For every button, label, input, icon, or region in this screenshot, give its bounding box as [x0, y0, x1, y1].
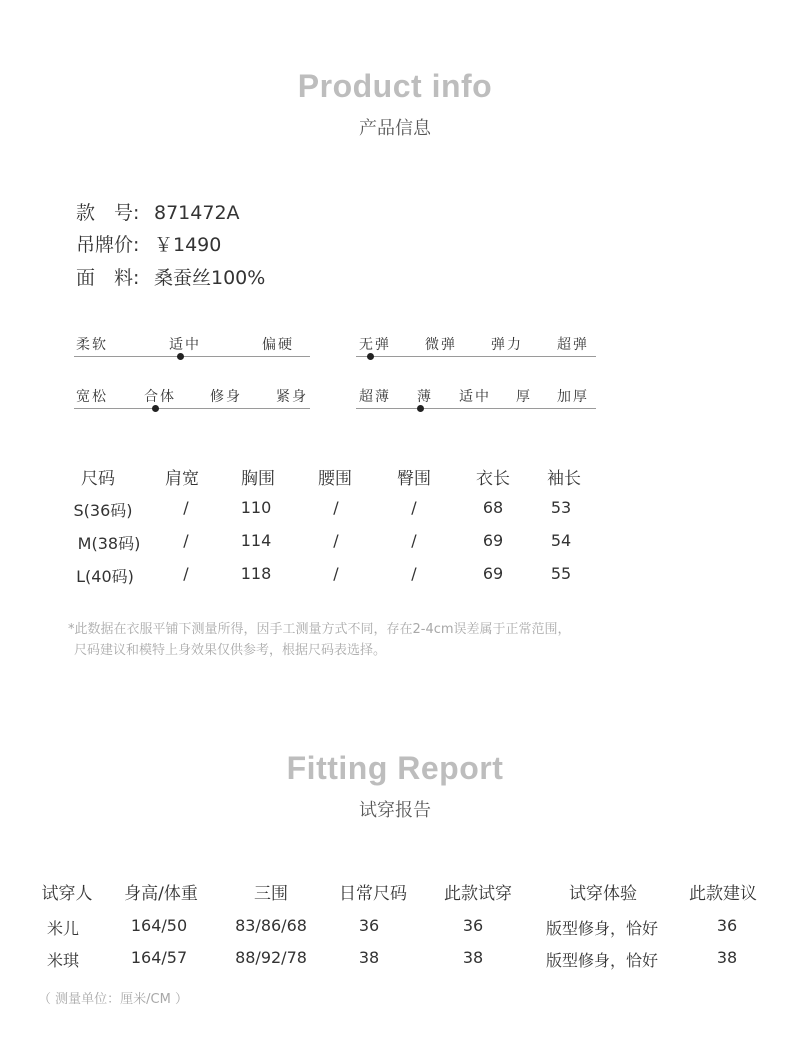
table-cell: / — [183, 498, 189, 517]
elasticity-scale — [356, 334, 596, 364]
elasticity-indicator-dot — [367, 353, 374, 360]
fit-header-usual-size: 日常尺码 — [339, 884, 407, 904]
softness-label-1: 适中 — [169, 337, 201, 353]
table-cell: / — [411, 564, 417, 583]
size-header-sleeve: 袖长 — [547, 469, 581, 489]
softness-scale-line — [74, 356, 310, 357]
table-cell: 164/57 — [130, 948, 188, 967]
measurement-unit-note: （ 测量单位：厘米/CM ） — [38, 992, 188, 1007]
size-header-chest: 胸围 — [241, 469, 275, 489]
material-label: 面 料: — [76, 267, 140, 289]
table-cell: 53 — [550, 498, 572, 517]
table-row: 米琪 — [46, 951, 80, 970]
fit-scale-line — [74, 408, 310, 409]
table-cell: 54 — [550, 531, 572, 550]
measurement-note-line1: *此数据在衣服平铺下测量所得，因手工测量方式不同，存在2-4cm误差属于正常范围， — [68, 622, 571, 637]
fit-header-height-weight: 身高/体重 — [124, 884, 198, 904]
style-number-line — [76, 198, 240, 225]
table-cell: 36 — [462, 916, 484, 935]
table-row: S(36码) — [73, 501, 133, 520]
material-line — [76, 263, 265, 290]
table-cell: / — [183, 531, 189, 550]
fit-header-measurements: 三围 — [254, 884, 288, 904]
price-line — [76, 230, 221, 257]
table-cell: 69 — [482, 531, 504, 550]
fit-indicator-dot — [152, 405, 159, 412]
product-info-title: Product info — [297, 68, 493, 104]
table-cell: 83/86/68 — [235, 916, 307, 935]
thickness-label-1: 薄 — [417, 389, 433, 405]
table-row: 米儿 — [46, 919, 80, 938]
table-cell: 164/50 — [130, 916, 188, 935]
softness-indicator-dot — [177, 353, 184, 360]
table-cell: / — [183, 564, 189, 583]
elasticity-label-3: 超弹 — [557, 337, 589, 353]
size-header-length: 衣长 — [476, 469, 510, 489]
thickness-label-0: 超薄 — [359, 389, 391, 405]
style-number-label: 款 号: — [76, 202, 140, 224]
elasticity-label-1: 微弹 — [425, 337, 457, 353]
thickness-indicator-dot — [417, 405, 424, 412]
softness-scale — [74, 334, 310, 364]
table-cell: 38 — [462, 948, 484, 967]
table-cell: 55 — [550, 564, 572, 583]
thickness-label-4: 加厚 — [557, 389, 589, 405]
table-cell: 版型修身，恰好 — [545, 919, 659, 938]
table-cell: 36 — [716, 916, 738, 935]
fit-scale — [74, 386, 310, 416]
size-header-waist: 腰围 — [318, 469, 352, 489]
fitting-report-title: Fitting Report — [286, 750, 504, 786]
thickness-label-3: 厚 — [516, 389, 532, 405]
fit-header-experience: 试穿体验 — [569, 884, 637, 904]
style-number-value: 871472A — [154, 202, 240, 224]
material-value: 桑蚕丝100% — [154, 267, 266, 289]
table-cell: 38 — [716, 948, 738, 967]
product-info-subtitle: 产品信息 — [359, 118, 431, 139]
softness-label-2: 偏硬 — [262, 337, 294, 353]
table-cell: 69 — [482, 564, 504, 583]
thickness-scale-line — [356, 408, 596, 409]
fitting-report-subtitle: 试穿报告 — [359, 800, 431, 821]
size-header-shoulder: 肩宽 — [165, 469, 199, 489]
table-cell: / — [333, 564, 339, 583]
price-label: 吊牌价: — [76, 234, 140, 256]
fit-header-tester: 试穿人 — [41, 884, 93, 904]
fit-header-recommendation: 此款建议 — [689, 884, 757, 904]
elasticity-label-0: 无弹 — [359, 337, 391, 353]
fit-label-0: 宽松 — [76, 389, 108, 405]
table-cell: 88/92/78 — [235, 948, 307, 967]
price-value: ￥1490 — [154, 234, 222, 256]
table-row: L(40码) — [76, 567, 134, 586]
table-cell: 68 — [482, 498, 504, 517]
thickness-scale — [356, 386, 596, 416]
elasticity-scale-line — [356, 356, 596, 357]
table-row: M(38码) — [77, 534, 141, 553]
table-cell: / — [333, 498, 339, 517]
elasticity-label-2: 弹力 — [491, 337, 523, 353]
size-header-size: 尺码 — [81, 469, 115, 489]
table-cell: / — [411, 531, 417, 550]
table-cell: 110 — [240, 498, 272, 517]
table-cell: 版型修身，恰好 — [545, 951, 659, 970]
fit-label-3: 紧身 — [276, 389, 308, 405]
table-cell: / — [411, 498, 417, 517]
table-cell: / — [333, 531, 339, 550]
softness-label-0: 柔软 — [76, 337, 108, 353]
fit-header-tried-size: 此款试穿 — [444, 884, 512, 904]
fit-label-2: 修身 — [210, 389, 242, 405]
table-cell: 118 — [240, 564, 272, 583]
measurement-note-line2: 尺码建议和模特上身效果仅供参考，根据尺码表选择。 — [74, 643, 387, 658]
size-header-hip: 臀围 — [397, 469, 431, 489]
table-cell: 36 — [358, 916, 380, 935]
thickness-label-2: 适中 — [459, 389, 491, 405]
table-cell: 114 — [240, 531, 272, 550]
table-cell: 38 — [358, 948, 380, 967]
fit-label-1: 合体 — [144, 389, 176, 405]
